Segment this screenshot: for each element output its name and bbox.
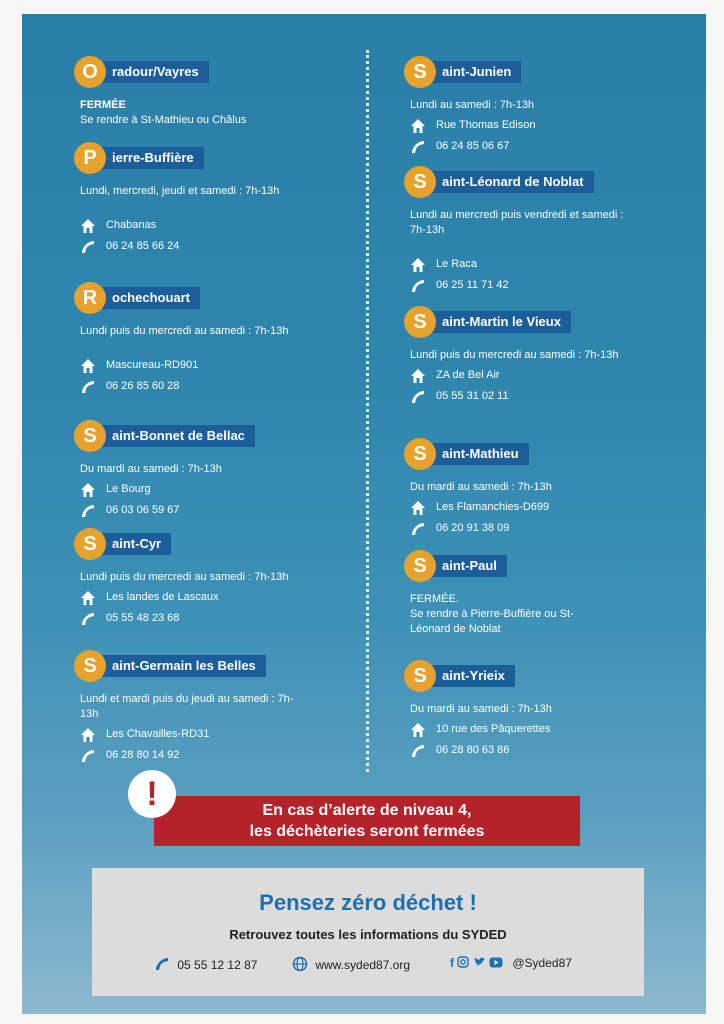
initial-letter: R bbox=[74, 282, 106, 314]
alert-exclamation: ! bbox=[146, 775, 158, 813]
initial-letter: S bbox=[74, 420, 106, 452]
opening-hours: Du mardi au samedi : 7h-13h bbox=[410, 703, 552, 715]
home-icon bbox=[80, 482, 96, 498]
phone-line bbox=[404, 278, 694, 294]
alert-line-1: En cas d’alerte de niveau 4, bbox=[262, 802, 472, 819]
home-icon bbox=[410, 257, 426, 273]
address-text: Les landes de Lascaux bbox=[106, 591, 219, 603]
phone-text[interactable]: 06 28 80 14 92 bbox=[106, 749, 180, 761]
entry-pierre-buffiere bbox=[74, 142, 354, 255]
footer-website[interactable] bbox=[292, 956, 410, 972]
initial-letter: P bbox=[74, 142, 106, 174]
initial-letter: S bbox=[404, 550, 436, 582]
centre-name: aint-Bonnet de Bellac bbox=[94, 425, 255, 447]
entry-rochechouart bbox=[74, 282, 354, 395]
closure-title: FERMÉE bbox=[80, 99, 126, 111]
address-text: Rue Thomas Edison bbox=[436, 119, 536, 131]
closure-text: Se rendre à St-Mathieu ou Châlus bbox=[80, 114, 247, 126]
centre-name: ierre-Buffière bbox=[94, 147, 204, 169]
initial-letter: S bbox=[74, 650, 106, 682]
phone-text[interactable]: 05 55 48 23 68 bbox=[106, 612, 180, 624]
initial-letter: S bbox=[74, 528, 106, 560]
home-icon bbox=[80, 590, 96, 606]
centre-name: aint-Germain les Belles bbox=[94, 655, 266, 677]
column-divider bbox=[366, 50, 369, 772]
closure-note bbox=[74, 98, 354, 128]
initial-letter: O bbox=[74, 56, 106, 88]
address-line bbox=[74, 482, 354, 498]
home-icon bbox=[410, 118, 426, 134]
phone-line bbox=[404, 389, 694, 405]
phone-icon bbox=[410, 389, 426, 405]
entry-saint-yrieix bbox=[404, 660, 694, 759]
centre-name: aint-Junien bbox=[424, 61, 521, 83]
home-icon bbox=[80, 727, 96, 743]
phone-text[interactable]: 06 20 91 38 09 bbox=[436, 522, 510, 534]
alert-banner bbox=[154, 796, 580, 846]
youtube-icon[interactable] bbox=[489, 957, 503, 968]
facebook-icon[interactable]: f bbox=[450, 956, 454, 970]
initial-letter: S bbox=[404, 306, 436, 338]
address-text: 10 rue des Pâquerettes bbox=[436, 723, 551, 735]
address-line bbox=[404, 118, 694, 134]
centre-name: aint-Paul bbox=[424, 555, 507, 577]
phone-icon bbox=[80, 748, 96, 764]
address-line bbox=[404, 500, 694, 516]
address-text: Les Chavailles-RD31 bbox=[106, 728, 210, 740]
closure-note bbox=[404, 592, 580, 637]
closure-text: Se rendre à Pierre-Buffière ou St-Léonard de Noblat bbox=[410, 608, 574, 635]
address-line bbox=[74, 358, 354, 374]
footer-phone-text[interactable]: 05 55 12 12 87 bbox=[177, 958, 258, 972]
address-line bbox=[74, 218, 354, 234]
instagram-icon[interactable] bbox=[457, 956, 469, 968]
centre-name: aint-Léonard de Noblat bbox=[424, 171, 594, 193]
footer-subtitle: Retrouvez toutes les informations du SYDED bbox=[229, 927, 507, 942]
address-line bbox=[404, 257, 694, 273]
phone-text[interactable]: 05 55 31 02 11 bbox=[436, 390, 509, 402]
centre-name: radour/Vayres bbox=[94, 61, 209, 83]
centre-name: aint-Cyr bbox=[94, 533, 171, 555]
footer-website-text[interactable]: www.syded87.org bbox=[315, 958, 411, 972]
entry-saint-paul bbox=[404, 550, 694, 637]
entry-saint-leonard bbox=[404, 166, 694, 294]
address-line bbox=[74, 727, 364, 743]
closure-title: FERMÉE. bbox=[410, 593, 459, 605]
footer-social[interactable] bbox=[450, 956, 572, 970]
footer-panel bbox=[92, 868, 644, 996]
entry-saint-germain bbox=[74, 650, 364, 764]
address-text: Mascureau-RD901 bbox=[106, 359, 199, 371]
phone-text[interactable]: 06 24 85 66 24 bbox=[106, 240, 180, 252]
phone-icon bbox=[80, 503, 96, 519]
opening-hours: Lundi puis du mercredi au samedi : 7h-13h bbox=[80, 325, 289, 337]
opening-hours: Du mardi au samedi : 7h-13h bbox=[80, 463, 222, 475]
address-text: Le Raca bbox=[436, 258, 477, 270]
footer-contacts bbox=[92, 956, 644, 974]
home-icon bbox=[410, 368, 426, 384]
opening-hours: Du mardi au samedi : 7h-13h bbox=[410, 481, 552, 493]
centre-name: aint-Martin le Vieux bbox=[424, 311, 571, 333]
home-icon bbox=[410, 500, 426, 516]
phone-icon bbox=[410, 521, 426, 537]
alert-line-2: les déchèteries seront fermées bbox=[249, 823, 485, 840]
opening-hours: Lundi et mardi puis du jeudi au samedi : 7h-13h bbox=[80, 693, 294, 720]
opening-hours: Lundi au mercredi puis vendredi et samedi : 7h-13h bbox=[410, 209, 624, 236]
address-text: Le Bourg bbox=[106, 483, 151, 495]
phone-line bbox=[74, 748, 364, 764]
footer-social-handle[interactable]: @Syded87 bbox=[512, 956, 572, 970]
alert-icon bbox=[128, 770, 176, 818]
footer-title: Pensez zéro déchet ! bbox=[259, 890, 477, 915]
phone-icon bbox=[410, 139, 426, 155]
phone-icon bbox=[80, 611, 96, 627]
address-line bbox=[404, 368, 694, 384]
phone-text[interactable]: 06 25 11 71 42 bbox=[436, 279, 509, 291]
entry-saint-martin bbox=[404, 306, 694, 405]
centre-name: aint-Yrieix bbox=[424, 665, 515, 687]
phone-line bbox=[404, 521, 694, 537]
phone-text[interactable]: 06 26 85 60 28 bbox=[106, 380, 180, 392]
initial-letter: S bbox=[404, 166, 436, 198]
twitter-icon[interactable] bbox=[473, 956, 486, 968]
phone-icon bbox=[80, 239, 96, 255]
entry-saint-bonnet bbox=[74, 420, 354, 519]
address-text: Les Flamanchies-D699 bbox=[436, 501, 550, 513]
phone-icon bbox=[80, 379, 96, 395]
phone-line bbox=[404, 743, 694, 759]
phone-line bbox=[404, 139, 694, 155]
phone-text[interactable]: 06 28 80 63 86 bbox=[436, 744, 510, 756]
entry-saint-cyr bbox=[74, 528, 354, 627]
home-icon bbox=[410, 722, 426, 738]
home-icon bbox=[80, 358, 96, 374]
opening-hours: Lundi, mercredi, jeudi et samedi : 7h-13h bbox=[80, 185, 280, 197]
phone-text[interactable]: 06 03 06 59 67 bbox=[106, 504, 180, 516]
opening-hours: Lundi puis du mercredi au samedi : 7h-13h bbox=[80, 571, 289, 583]
entry-saint-mathieu bbox=[404, 438, 694, 537]
globe-icon bbox=[292, 956, 308, 972]
opening-hours: Lundi puis du mercredi au samedi : 7h-13h bbox=[410, 349, 619, 361]
initial-letter: S bbox=[404, 438, 436, 470]
phone-text[interactable]: 06 24 85 06 67 bbox=[436, 140, 510, 152]
opening-hours: Lundi au samedi : 7h-13h bbox=[410, 99, 535, 111]
phone-line bbox=[74, 503, 354, 519]
phone-line bbox=[74, 239, 354, 255]
footer-phone[interactable] bbox=[154, 956, 257, 972]
home-icon bbox=[80, 218, 96, 234]
address-line bbox=[74, 590, 354, 606]
centre-name: aint-Mathieu bbox=[424, 443, 529, 465]
initial-letter: S bbox=[404, 660, 436, 692]
phone-icon bbox=[154, 956, 170, 972]
entry-saint-junien bbox=[404, 56, 694, 155]
initial-letter: S bbox=[404, 56, 436, 88]
address-line bbox=[404, 722, 694, 738]
phone-line bbox=[74, 379, 354, 395]
centre-name: ochechouart bbox=[94, 287, 200, 309]
entry-oradour bbox=[74, 56, 354, 128]
address-text: Chabanas bbox=[106, 219, 157, 231]
phone-line bbox=[74, 611, 354, 627]
phone-icon bbox=[410, 743, 426, 759]
phone-icon bbox=[410, 278, 426, 294]
address-text: ZA de Bel Air bbox=[436, 369, 500, 381]
